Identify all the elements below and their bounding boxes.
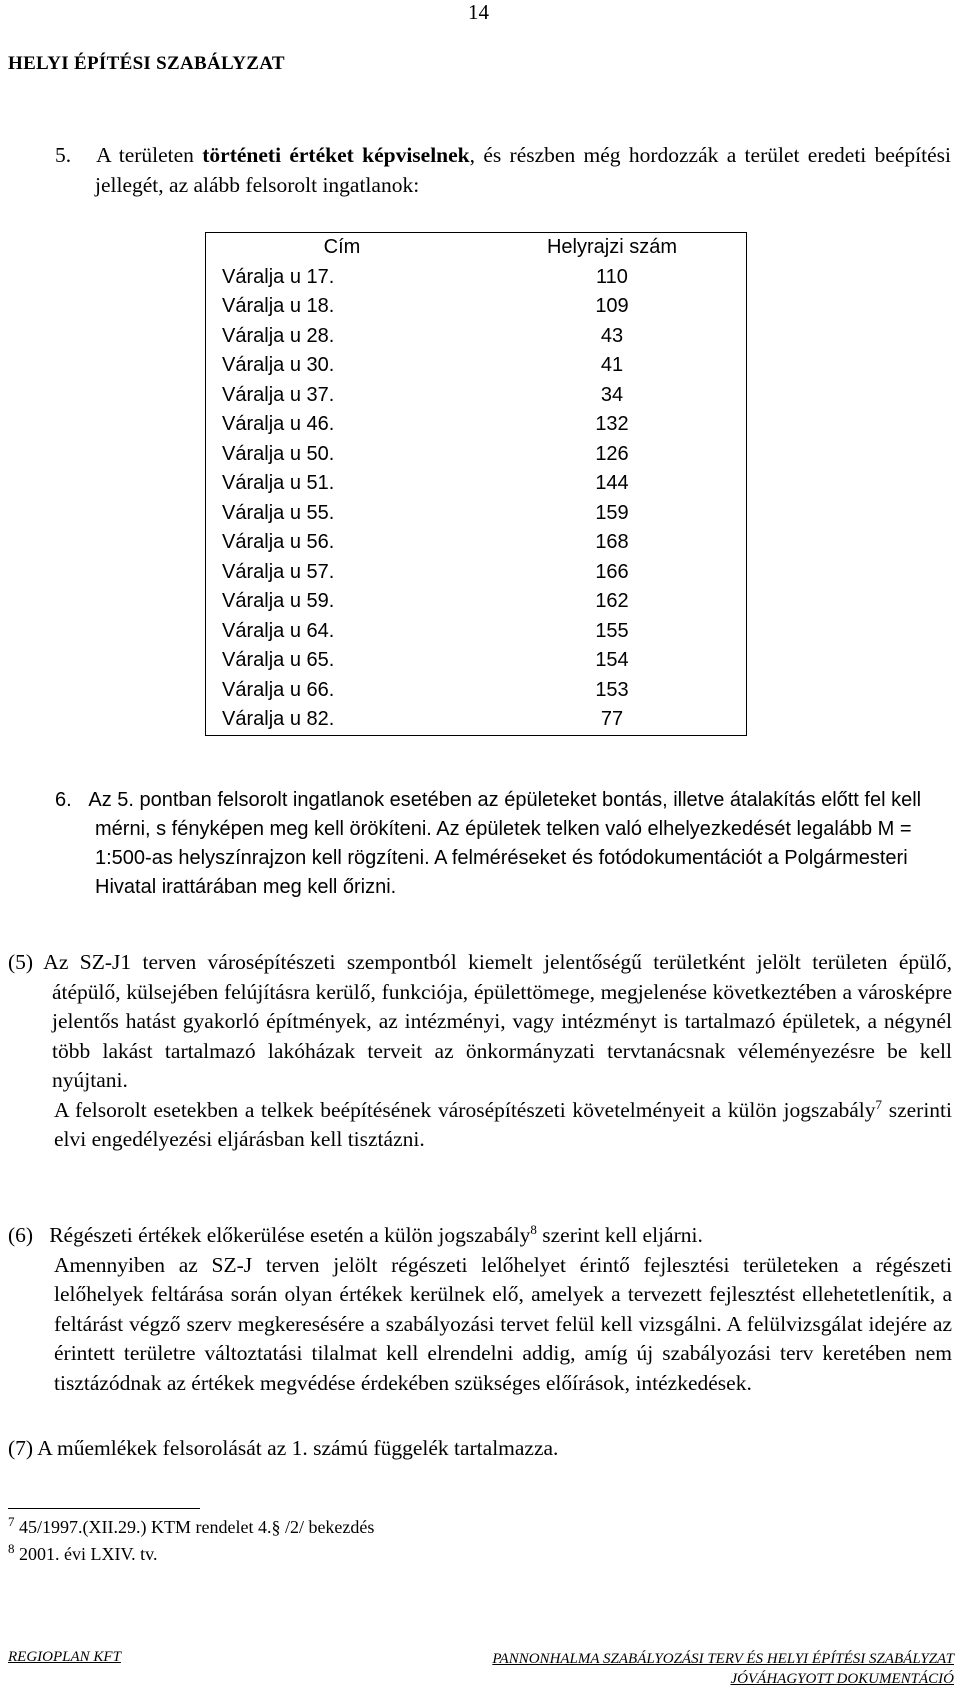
lot-number-cell: 132: [595, 413, 629, 435]
section-5-text-2-pre: A felsorolt esetekben a telkek beépítésének városépítészeti követelményeit a külön jogszabály: [54, 1097, 876, 1122]
section-6-text-1-post: szerint kell eljárni.: [536, 1223, 703, 1247]
table-row: [206, 499, 747, 529]
footer-company: REGIOPLAN KFT: [8, 1649, 121, 1665]
lot-number-cell: 34: [600, 383, 624, 406]
lot-number-cell: 43: [600, 324, 624, 347]
lot-number-cell: 77: [600, 708, 624, 730]
table-row: [206, 617, 747, 647]
column-header-lot-number: Helyrajzi szám: [546, 236, 678, 258]
footnote-text: 45/1997.(XII.29.) KTM rendelet 4.§ /2/ bekezdés: [19, 1517, 375, 1537]
lot-number-cell: 153: [595, 678, 629, 701]
section-5-paragraph-1: [8, 948, 952, 1096]
section-6-paragraph-2: Amennyiben az SZ-J terven jelölt régészeti lelőhelyet érintő fejlesztési területeken a régészeti lelőhelyek feltárása során olyan értékek kerülnek elő, amelyek a tervezett fejlesztést ellehetetlenítik, a feltárást végző szerv megkeresésére a szabályozási tervet felül kell vizsgálni. A felülvizsgálat idejére az érintett területre változtatási tilalmat kell elrendelni addig, amíg új szabályozási terv keretében nem tisztázódnak az értékek megvédése érdekében szükséges előírások, intézkedések.: [54, 1252, 952, 1395]
lot-number-cell: 109: [595, 295, 629, 317]
address-cell: Váralja u 51.: [222, 472, 335, 494]
table-row: [206, 587, 747, 617]
footnote-ref-7[interactable]: 7: [875, 1096, 883, 1112]
section-6-text-1-pre: Régészeti értékek előkerülése esetén a külön jogszabály: [49, 1223, 531, 1247]
item-5-text-pre: A területen: [96, 143, 203, 167]
footnote-text: 2001. évi LXIV. tv.: [19, 1544, 158, 1564]
section-5: [8, 948, 952, 1155]
document-title: HELYI ÉPÍTÉSI SZABÁLYZAT: [8, 53, 285, 74]
address-cell: Váralja u 17.: [222, 265, 335, 288]
item-6-number: 6.: [55, 789, 72, 811]
section-7-paragraph: [8, 1434, 952, 1464]
address-cell: Váralja u 37.: [222, 383, 335, 406]
footnote-8: [8, 1542, 158, 1566]
footer-document-line-2: JÓVÁHAGYOTT DOKUMENTÁCIÓ: [730, 1671, 954, 1687]
address-cell: Váralja u 18.: [222, 295, 335, 317]
lot-number-cell: 168: [595, 531, 629, 553]
item-5: [55, 141, 951, 200]
table-row: [206, 351, 747, 381]
lot-number-cell: 159: [595, 501, 629, 524]
footnote-7: [8, 1515, 374, 1539]
section-6: [8, 1221, 952, 1398]
table-row: [206, 440, 747, 470]
lot-number-cell: 162: [595, 590, 629, 612]
section-5-number: (5): [8, 950, 34, 974]
section-5-text-1: Az SZ-J1 terven városépítészeti szempontból kiemelt jelentőségű területként jelölt területen épülő, átépülő, külsejében felújításra kerülő, funkciója, épülettömege, megjelenése következtében a városképre jelentős hatást gyakorló építmények, az intézményi, vagy intézményt is tartalmazó épületek, a négynél több lakást tartalmazó lakóházak terveit az önkormányzati tervtanácsnak véleményezésre be kell nyújtani.: [43, 950, 952, 1092]
footer-document-line-1: PANNONHALMA SZABÁLYOZÁSI TERV ÉS HELYI ÉPÍTÉSI SZABÁLYZAT: [492, 1651, 954, 1667]
address-cell: Váralja u 50.: [222, 442, 335, 465]
item-5-number: 5.: [55, 143, 72, 167]
section-5-text-2-post: szerinti elvi engedélyezési eljárásban kell tisztázni.: [54, 1097, 952, 1151]
section-5-paragraph-2: [8, 1096, 952, 1155]
section-7-number: (7): [8, 1436, 34, 1460]
address-cell: Váralja u 65.: [222, 649, 335, 671]
table-row: [206, 646, 747, 676]
item-6: [55, 786, 941, 902]
item-5-text-post: , és részben még hordozzák a terület eredeti beépítési jellegét, az alább felsorolt ingatlanok:: [95, 143, 951, 197]
table-row: [206, 410, 747, 440]
item-6-text: Az 5. pontban felsorolt ingatlanok esetében az épületeket bontás, illetve átalakítás előtt fel kell mérni, s fényképen meg kell örökíteni. Az épületek telken való elhelyezkedését legalább M = 1:500-as helyszínrajzon kell rögzíteni. A felméréseket és fotódokumentációt a Polgármesteri Hivatal irattárában meg kell őrizni.: [88, 789, 922, 898]
table-row: [206, 292, 747, 322]
address-cell: Váralja u 59.: [222, 590, 335, 612]
footnote-separator: [8, 1508, 200, 1509]
lot-number-cell: 166: [595, 560, 629, 583]
table-header-row: [206, 233, 747, 263]
item-5-text-bold: történeti értéket képviselnek: [202, 143, 470, 167]
footnote-mark: 8: [8, 1541, 15, 1556]
table-row: [206, 705, 747, 735]
footnote-mark: 7: [8, 1514, 15, 1529]
section-6-number: (6): [8, 1223, 34, 1247]
lot-number-cell: 154: [595, 649, 629, 671]
table-row: [206, 263, 747, 293]
table-row: [206, 469, 747, 499]
lot-number-cell: 155: [595, 619, 629, 642]
lot-number-cell: 144: [595, 472, 629, 494]
address-cell: Váralja u 46.: [222, 413, 335, 435]
address-cell: Váralja u 56.: [222, 531, 335, 553]
footnote-ref-8[interactable]: 8: [530, 1221, 537, 1237]
property-table: [205, 232, 747, 736]
table-row: [206, 528, 747, 558]
footer-document: [394, 1649, 954, 1689]
address-cell: Váralja u 28.: [222, 324, 335, 347]
table-row: [206, 676, 747, 706]
address-cell: Váralja u 64.: [222, 619, 335, 642]
page-number: 14: [468, 0, 489, 24]
section-7-text: A műemlékek felsorolását az 1. számú függelék tartalmazza.: [37, 1436, 559, 1460]
table-row: [206, 381, 747, 411]
address-cell: Váralja u 57.: [222, 560, 335, 583]
address-cell: Váralja u 66.: [222, 678, 335, 701]
address-cell: Váralja u 55.: [222, 501, 335, 524]
address-cell: Váralja u 82.: [222, 708, 335, 730]
section-7: [8, 1434, 952, 1464]
column-header-address: Cím: [323, 236, 361, 258]
table-row: [206, 322, 747, 352]
address-cell: Váralja u 30.: [222, 354, 335, 376]
lot-number-cell: 41: [600, 354, 624, 376]
table-row: [206, 558, 747, 588]
section-6-paragraph-1: [8, 1221, 952, 1251]
lot-number-cell: 110: [596, 265, 628, 288]
lot-number-cell: 126: [595, 442, 629, 465]
